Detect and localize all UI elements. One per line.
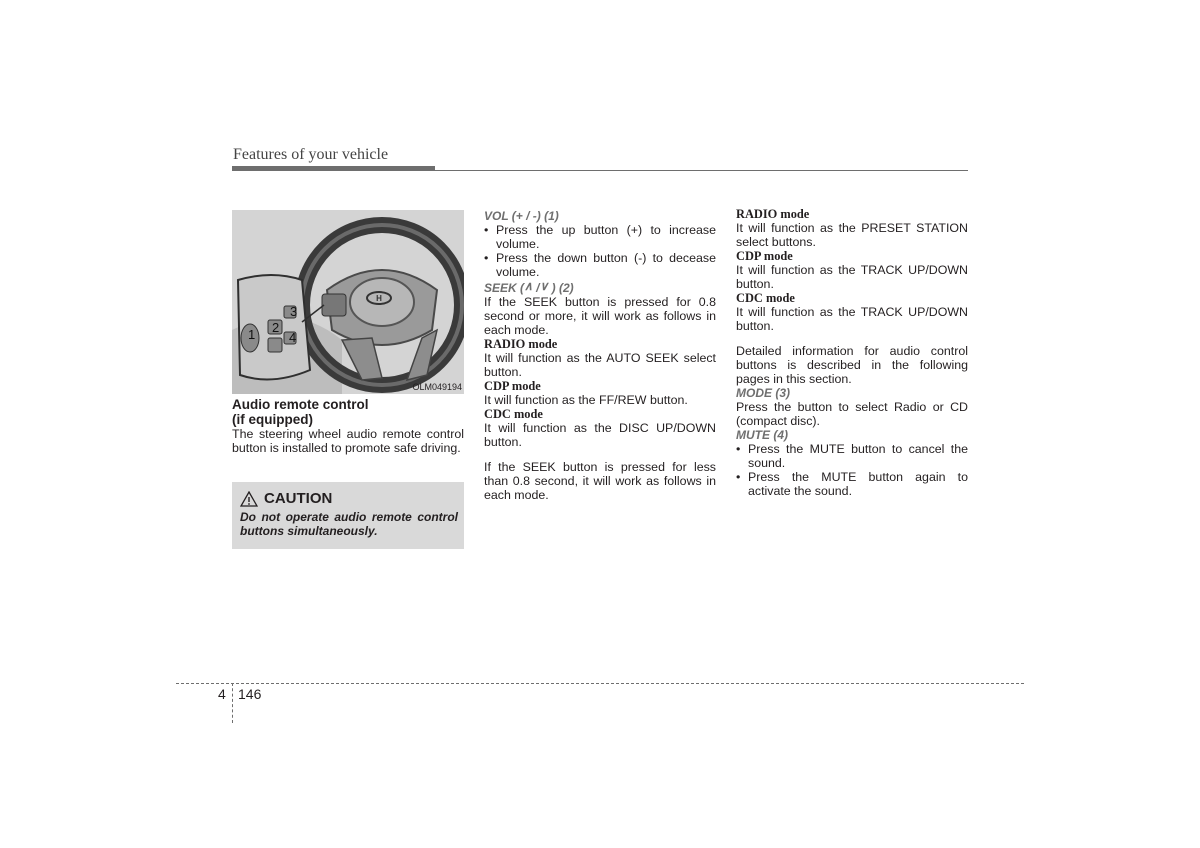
cdp-mode-label: CDP mode: [484, 379, 541, 393]
section-heading-line2: (if equipped): [232, 412, 313, 427]
mute-heading: MUTE (4): [736, 428, 788, 442]
caution-text: Do not operate audio remote control buttons simultaneously.: [240, 510, 458, 538]
section-heading-line1: Audio remote control: [232, 397, 369, 412]
seek-heading-sep: /: [532, 281, 540, 295]
intro-paragraph: The steering wheel audio remote control button is installed to promote safe driving.: [232, 427, 464, 455]
list-item: • Press the up button (+) to increase volume.: [484, 223, 716, 251]
footer-rule: [176, 683, 1024, 684]
callout-4: 4: [289, 330, 297, 345]
mode-heading: MODE (3): [736, 386, 790, 400]
header-rule-thick: [232, 166, 435, 171]
radio-mode-label: RADIO mode: [736, 207, 810, 221]
list-item: • Press the MUTE button again to activate the sound.: [736, 470, 968, 498]
page-number: 146: [238, 686, 262, 702]
cdc-mode-label: CDC mode: [736, 291, 795, 305]
figure-callouts: [232, 210, 464, 394]
radio-mode-text: It will function as the PRESET STATION select buttons.: [736, 221, 968, 249]
vol-list: [484, 223, 716, 279]
chapter-number: 4: [218, 686, 226, 702]
footer-divider: [232, 683, 233, 723]
cdp-mode-text: It will function as the FF/REW button.: [484, 393, 688, 407]
radio-mode-label: RADIO mode: [484, 337, 558, 351]
middle-column: [484, 209, 716, 502]
right-column: [736, 207, 968, 498]
cdc-mode-label: CDC mode: [484, 407, 543, 421]
seek-intro: If the SEEK button is pressed for 0.8 second or more, it will work as follows in each mode.: [484, 295, 716, 337]
seek-down-icon: ∨: [539, 279, 549, 293]
left-column: [232, 397, 464, 455]
vol-heading: VOL (+ / -) (1): [484, 209, 559, 223]
callout-1: 1: [248, 327, 256, 342]
warning-triangle-icon: [240, 491, 258, 507]
cdc-mode-text: It will function as the TRACK UP/DOWN button.: [736, 305, 968, 333]
svg-text:H: H: [376, 294, 382, 303]
caution-box: [232, 482, 464, 549]
seek-heading: [484, 279, 716, 295]
cdc-mode-text: It will function as the DISC UP/DOWN button.: [484, 421, 716, 449]
mute-list: [736, 442, 968, 498]
seek-heading-suffix: ) (2): [548, 281, 574, 295]
list-item: • Press the MUTE button to cancel the sound.: [736, 442, 968, 470]
steering-wheel-figure: [232, 210, 464, 394]
callout-2: 2: [272, 320, 280, 335]
mode-text: Press the button to select Radio or CD (compact disc).: [736, 400, 968, 428]
callout-3: 3: [290, 304, 298, 319]
header-rule-thin: [435, 170, 968, 171]
list-item: • Press the down button (-) to decease volume.: [484, 251, 716, 279]
figure-code: OLM049194: [412, 382, 462, 392]
seek-heading-prefix: SEEK (: [484, 281, 525, 295]
detail-paragraph: Detailed information for audio control buttons is described in the following pages in this section.: [736, 344, 968, 386]
cdp-mode-text: It will function as the TRACK UP/DOWN button.: [736, 263, 968, 291]
caution-label: CAUTION: [264, 490, 333, 507]
running-header-title: Features of your vehicle: [233, 146, 389, 163]
short-press-paragraph: If the SEEK button is pressed for less than 0.8 second, it will work as follows in each mode.: [484, 460, 716, 502]
radio-mode-text: It will function as the AUTO SEEK select button.: [484, 351, 716, 379]
cdp-mode-label: CDP mode: [736, 249, 793, 263]
seek-up-icon: ∧: [524, 279, 533, 293]
